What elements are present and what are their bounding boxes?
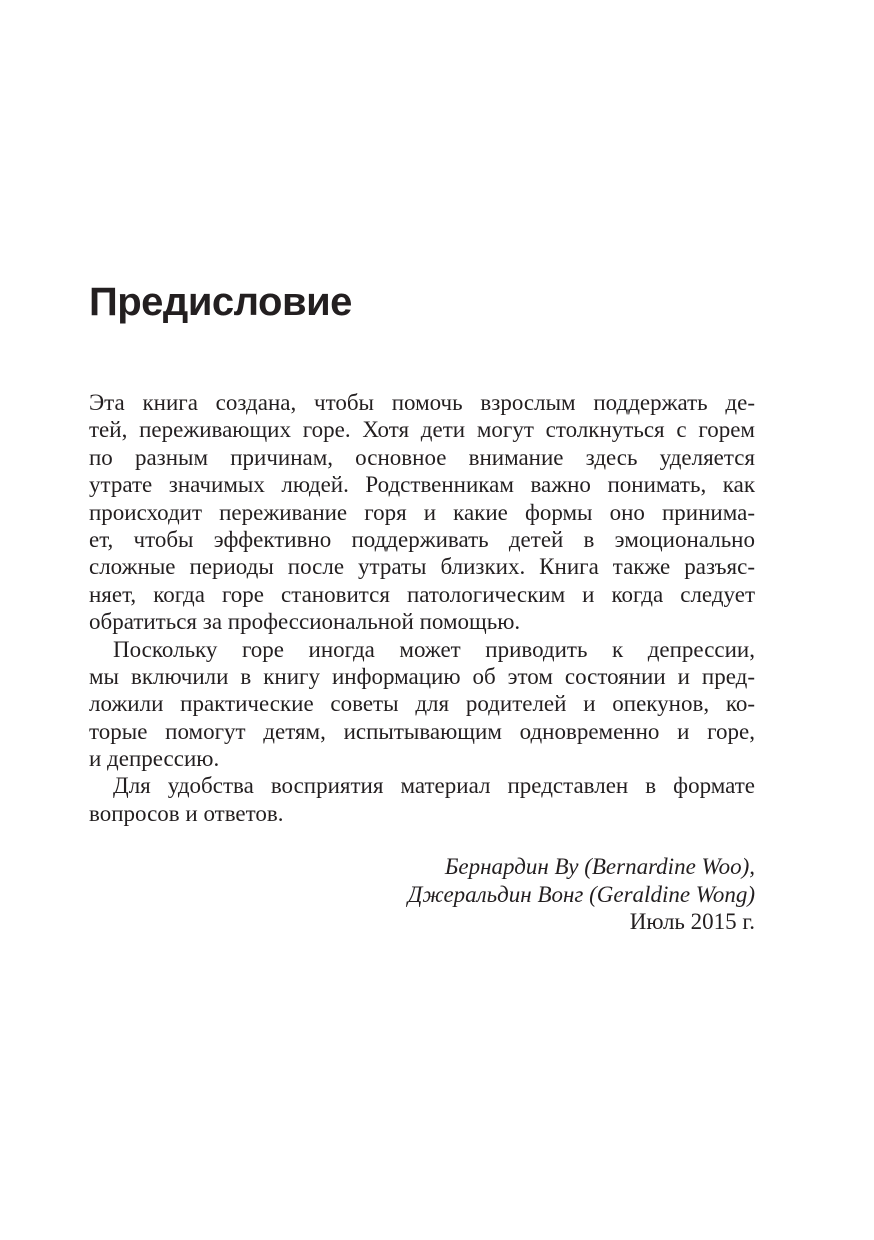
text-line: Эта книга создана, чтобы помочь взрослым поддержать де- bbox=[89, 390, 755, 415]
text-line: няет, когда горе становится патологическим и когда следует bbox=[89, 581, 755, 607]
text-line: происходит переживание горя и какие формы оно принима- bbox=[89, 499, 755, 525]
text-line: утрате значимых людей. Родственникам важно понимать, как bbox=[89, 472, 755, 498]
text-line: ложили практические советы для родителей и опекунов, ко- bbox=[89, 691, 755, 717]
text-line: по разным причинам, основное внимание здесь уделяется bbox=[89, 444, 755, 470]
text-line: и депрессию. bbox=[89, 746, 220, 772]
text-line: ет, чтобы эффективно поддерживать детей в эмоционально bbox=[89, 526, 755, 552]
text-line: Поскольку горе иногда может приводить к депрессии, bbox=[113, 636, 755, 662]
paragraph-3 bbox=[89, 772, 755, 827]
text-line: Для удобства восприятия материал представлен в формате bbox=[113, 773, 755, 799]
page-title: Предисловие bbox=[89, 280, 352, 324]
signature-block bbox=[89, 853, 755, 936]
paragraph-1 bbox=[89, 389, 755, 636]
author-name: Бернардин Ву (Bernardine Woo), bbox=[444, 854, 755, 879]
text-line: обратиться за профессиональной помощью. bbox=[89, 609, 521, 635]
text-line: сложные периоды после утраты близких. Книга также разъяс- bbox=[89, 554, 755, 580]
signature-date: Июль 2015 г. bbox=[629, 909, 755, 935]
text-line: вопросов и ответов. bbox=[89, 800, 284, 826]
preface-body bbox=[89, 389, 755, 827]
text-line: тей, переживающих горе. Хотя дети могут столкнуться с горем bbox=[89, 417, 755, 443]
text-line: мы включили в книгу информацию об этом состоянии и пред- bbox=[89, 663, 755, 689]
text-line: торые помогут детям, испытывающим одновременно и горе, bbox=[89, 718, 755, 744]
author-name: Джеральдин Вонг (Geraldine Wong) bbox=[407, 881, 755, 907]
paragraph-2 bbox=[89, 636, 755, 773]
